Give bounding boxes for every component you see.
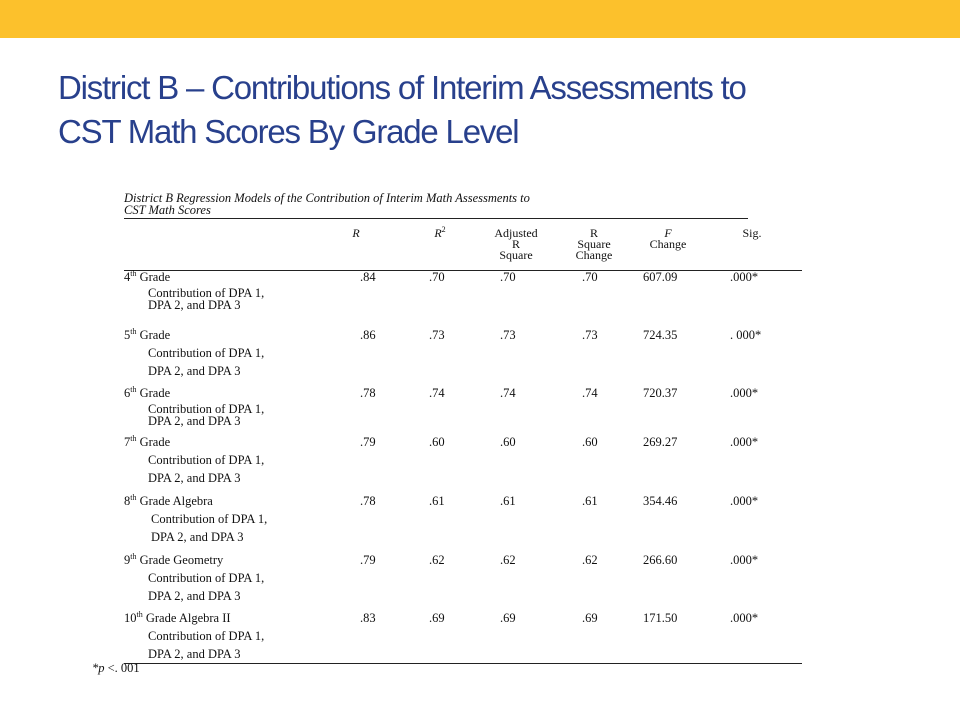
cell-adj: .69 — [500, 611, 516, 625]
contribution-label: Contribution of DPA 1, — [148, 629, 265, 643]
cell-sig: .000* — [730, 494, 759, 508]
table-row — [124, 434, 804, 450]
cell-rsq: .60 — [582, 435, 598, 449]
table-row — [124, 610, 804, 626]
cell-r2: .73 — [429, 328, 445, 342]
header-f-change: F Change — [649, 226, 687, 251]
slide-title-line-2: CST Math Scores By Grade Level — [58, 113, 519, 150]
bottom-rule — [124, 663, 802, 664]
cell-r: .78 — [360, 494, 376, 508]
cell-adj: .73 — [500, 328, 516, 342]
grade-label: 7th Grade — [124, 433, 171, 449]
cell-sig: .000* — [730, 270, 759, 284]
table-caption-line-1: District B Regression Models of the Contribution of Interim Math Assessments to — [124, 191, 530, 205]
cell-rsq: .73 — [582, 328, 598, 342]
cell-adj: .60 — [500, 435, 516, 449]
contribution-label: DPA 2, and DPA 3 — [148, 647, 241, 661]
contribution-label: Contribution of DPA 1, — [148, 453, 265, 467]
grade-label: 8th Grade Algebra — [124, 492, 213, 508]
contribution-label: Contribution of DPA 1, — [151, 512, 268, 526]
cell-rsq: .74 — [582, 386, 598, 400]
contribution-label: DPA 2, and DPA 3 — [148, 364, 241, 378]
cell-sig: . 000* — [730, 328, 762, 342]
cell-sig: .000* — [730, 553, 759, 567]
cell-f: 269.27 — [643, 435, 678, 449]
cell-adj: .74 — [500, 386, 516, 400]
cell-sig: .000* — [730, 386, 759, 400]
header-r-squared: $R^2$ — [434, 225, 446, 240]
cell-r: .86 — [360, 328, 376, 342]
cell-r: .78 — [360, 386, 376, 400]
cell-r2: .62 — [429, 553, 445, 567]
contribution-label: Contribution of DPA 1, — [148, 571, 265, 585]
cell-f: 607.09 — [643, 270, 678, 284]
cell-adj: .70 — [500, 270, 516, 284]
top-accent-bar — [0, 0, 960, 38]
cell-f: 266.60 — [643, 553, 678, 567]
cell-r: .84 — [360, 270, 376, 284]
table-row — [124, 327, 804, 343]
cell-r2: .70 — [429, 270, 445, 284]
cell-r2: .60 — [429, 435, 445, 449]
cell-f: 720.37 — [643, 386, 678, 400]
table-row — [124, 493, 804, 509]
header-adjusted-r-square: Adjusted R Square — [494, 226, 538, 262]
contribution-label: Contribution of DPA 1, — [148, 402, 265, 416]
cell-rsq: .61 — [582, 494, 598, 508]
cell-sig: .000* — [730, 611, 759, 625]
cell-adj: .62 — [500, 553, 516, 567]
cell-r: .79 — [360, 435, 376, 449]
contribution-label: Contribution of DPA 1, — [148, 346, 265, 360]
cell-f: 354.46 — [643, 494, 678, 508]
cell-adj: .61 — [500, 494, 516, 508]
cell-r2: .61 — [429, 494, 445, 508]
grade-label: 9th Grade Geometry — [124, 551, 224, 567]
grade-label: 5th Grade — [124, 326, 171, 342]
contribution-label: Contribution of DPA 1, — [148, 286, 265, 300]
contribution-label: DPA 2, and DPA 3 — [148, 298, 241, 312]
table-row — [124, 385, 804, 401]
grade-label: 4th Grade — [124, 268, 171, 284]
table-caption-line-2: CST Math Scores — [124, 203, 211, 217]
cell-r2: .74 — [429, 386, 445, 400]
slide-title — [58, 66, 918, 154]
table-row — [124, 552, 804, 568]
header-r-square-change: R Square Change — [575, 226, 613, 262]
grade-label: 10th Grade Algebra II — [124, 609, 231, 625]
header-r: R — [352, 226, 360, 240]
cell-r: .83 — [360, 611, 376, 625]
cell-r: .79 — [360, 553, 376, 567]
cell-f: 171.50 — [643, 611, 678, 625]
cell-sig: .000* — [730, 435, 759, 449]
regression-table — [124, 191, 804, 661]
cell-rsq: .69 — [582, 611, 598, 625]
contribution-label: DPA 2, and DPA 3 — [148, 471, 241, 485]
table-caption — [124, 192, 748, 216]
grade-label: 6th Grade — [124, 384, 171, 400]
cell-rsq: .70 — [582, 270, 598, 284]
cell-rsq: .62 — [582, 553, 598, 567]
caption-rule — [124, 218, 748, 219]
slide-title-line-1: District B – Contributions of Interim Assessments to — [58, 69, 746, 106]
contribution-label: DPA 2, and DPA 3 — [151, 530, 244, 544]
cell-r2: .69 — [429, 611, 445, 625]
cell-f: 724.35 — [643, 328, 678, 342]
table-row — [124, 269, 804, 285]
table-footnote: *p <. 001 — [92, 661, 140, 675]
contribution-label: DPA 2, and DPA 3 — [148, 589, 241, 603]
header-sig: Sig. — [742, 226, 762, 240]
contribution-label: DPA 2, and DPA 3 — [148, 414, 241, 428]
